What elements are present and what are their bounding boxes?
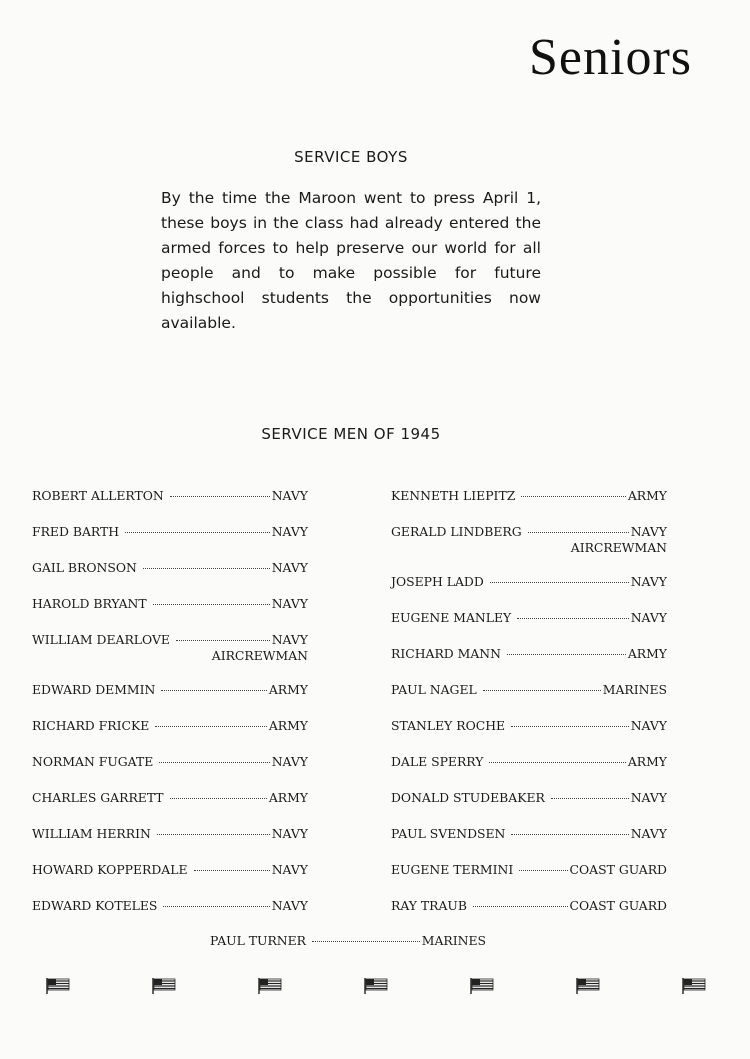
serviceman-name: RICHARD FRICKE (32, 718, 150, 733)
roster-entry-last (210, 933, 486, 948)
branch-label: NAVY (271, 596, 308, 611)
roster-entry (32, 862, 308, 898)
rank-note: AIRCREWMAN (570, 540, 667, 555)
dotted-leader (489, 762, 625, 763)
serviceman-name: GERALD LINDBERG (391, 524, 522, 539)
roster-entry (391, 754, 667, 790)
service-men-heading: SERVICE MEN OF 1945 (261, 425, 441, 443)
roster-entry (32, 560, 308, 596)
branch-label: ARMY (268, 718, 308, 733)
branch-label: NAVY (271, 826, 308, 841)
dotted-leader (157, 834, 270, 835)
serviceman-name: WILLIAM DEARLOVE (32, 632, 170, 647)
flag-icon (258, 978, 282, 994)
roster-entry (391, 718, 667, 754)
branch-label: NAVY (630, 826, 667, 841)
roster-right-column (391, 488, 667, 934)
branch-label: COAST GUARD (569, 862, 667, 877)
rank-note: AIRCREWMAN (211, 648, 308, 663)
roster-entry (32, 754, 308, 790)
dotted-leader (521, 496, 626, 497)
serviceman-name: PAUL NAGEL (391, 682, 477, 697)
dotted-leader (483, 690, 601, 691)
roster-entry (391, 826, 667, 862)
dotted-leader (170, 798, 267, 799)
roster-left-column (32, 488, 308, 934)
roster-entry (32, 632, 308, 682)
branch-label: NAVY (271, 898, 308, 913)
serviceman-name: PAUL SVENDSEN (391, 826, 506, 841)
branch-label: NAVY (630, 718, 667, 733)
serviceman-name: EUGENE TERMINI (391, 862, 514, 877)
serviceman-name: GAIL BRONSON (32, 560, 137, 575)
roster-entry (32, 488, 308, 524)
roster-entry (391, 682, 667, 718)
dotted-leader (125, 532, 270, 533)
branch-label: ARMY (627, 646, 667, 661)
flag-icon (470, 978, 494, 994)
serviceman-name: HOWARD KOPPERDALE (32, 862, 188, 877)
serviceman-name: RAY TRAUB (391, 898, 467, 913)
serviceman-name: RICHARD MANN (391, 646, 501, 661)
roster-entry (32, 898, 308, 934)
dotted-leader (155, 726, 267, 727)
roster-entry (391, 610, 667, 646)
roster-entry (391, 574, 667, 610)
flag-icon (576, 978, 600, 994)
dotted-leader (161, 690, 267, 691)
dotted-leader (551, 798, 629, 799)
dotted-leader (511, 834, 628, 835)
serviceman-name: ROBERT ALLERTON (32, 488, 164, 503)
branch-label: MARINES (602, 682, 667, 697)
branch-label: NAVY (271, 754, 308, 769)
intro-paragraph: By the time the Maroon went to press April 1, these boys in the class had already entered the armed forces to help preserve our world for all people and to make possible for future highschool students the opportunities now available. (161, 189, 541, 332)
flag-icon (364, 978, 388, 994)
serviceman-name: DALE SPERRY (391, 754, 484, 769)
branch-label: ARMY (268, 682, 308, 697)
dotted-leader (163, 906, 269, 907)
serviceman-name: PAUL TURNER (210, 933, 307, 948)
flag-icon (682, 978, 706, 994)
roster-entry (391, 862, 667, 898)
branch-label: NAVY (630, 524, 667, 539)
branch-label: NAVY (630, 790, 667, 805)
roster-entry (32, 596, 308, 632)
roster-entry (391, 790, 667, 826)
serviceman-name: EDWARD DEMMIN (32, 682, 156, 697)
serviceman-name: HAROLD BRYANT (32, 596, 147, 611)
branch-label: ARMY (627, 754, 667, 769)
branch-label: MARINES (421, 933, 486, 948)
flag-row (46, 978, 706, 994)
branch-label: ARMY (268, 790, 308, 805)
service-boys-heading: SERVICE BOYS (294, 148, 408, 166)
branch-label: COAST GUARD (569, 898, 667, 913)
roster-entry (391, 488, 667, 524)
dotted-leader (528, 532, 629, 533)
dotted-leader (517, 618, 629, 619)
roster-entry (32, 790, 308, 826)
branch-label: NAVY (271, 632, 308, 647)
serviceman-name: EDWARD KOTELES (32, 898, 158, 913)
dotted-leader (511, 726, 629, 727)
serviceman-name: DONALD STUDEBAKER (391, 790, 545, 805)
dotted-leader (176, 640, 270, 641)
serviceman-name: JOSEPH LADD (391, 574, 484, 589)
flag-icon (152, 978, 176, 994)
branch-label: NAVY (630, 610, 667, 625)
roster-entry (391, 898, 667, 934)
page-title: Seniors (529, 29, 692, 86)
serviceman-name: WILLIAM HERRIN (32, 826, 151, 841)
serviceman-name: EUGENE MANLEY (391, 610, 512, 625)
serviceman-name: CHARLES GARRETT (32, 790, 164, 805)
roster-entry (32, 682, 308, 718)
flag-icon (46, 978, 70, 994)
dotted-leader (507, 654, 626, 655)
branch-label: NAVY (271, 560, 308, 575)
roster-entry (32, 826, 308, 862)
dotted-leader (312, 941, 420, 942)
serviceman-name: KENNETH LIEPITZ (391, 488, 516, 503)
dotted-leader (473, 906, 568, 907)
dotted-leader (143, 568, 270, 569)
branch-label: ARMY (627, 488, 667, 503)
dotted-leader (153, 604, 270, 605)
roster-entry (32, 524, 308, 560)
dotted-leader (159, 762, 269, 763)
serviceman-name: STANLEY ROCHE (391, 718, 506, 733)
dotted-leader (490, 582, 629, 583)
dotted-leader (194, 870, 270, 871)
dotted-leader (170, 496, 270, 497)
branch-label: NAVY (271, 862, 308, 877)
serviceman-name: FRED BARTH (32, 524, 120, 539)
roster-entry (391, 646, 667, 682)
branch-label: NAVY (271, 488, 308, 503)
dotted-leader (519, 870, 567, 871)
roster-entry (32, 718, 308, 754)
roster-entry (391, 524, 667, 574)
serviceman-name: NORMAN FUGATE (32, 754, 154, 769)
branch-label: NAVY (630, 574, 667, 589)
branch-label: NAVY (271, 524, 308, 539)
